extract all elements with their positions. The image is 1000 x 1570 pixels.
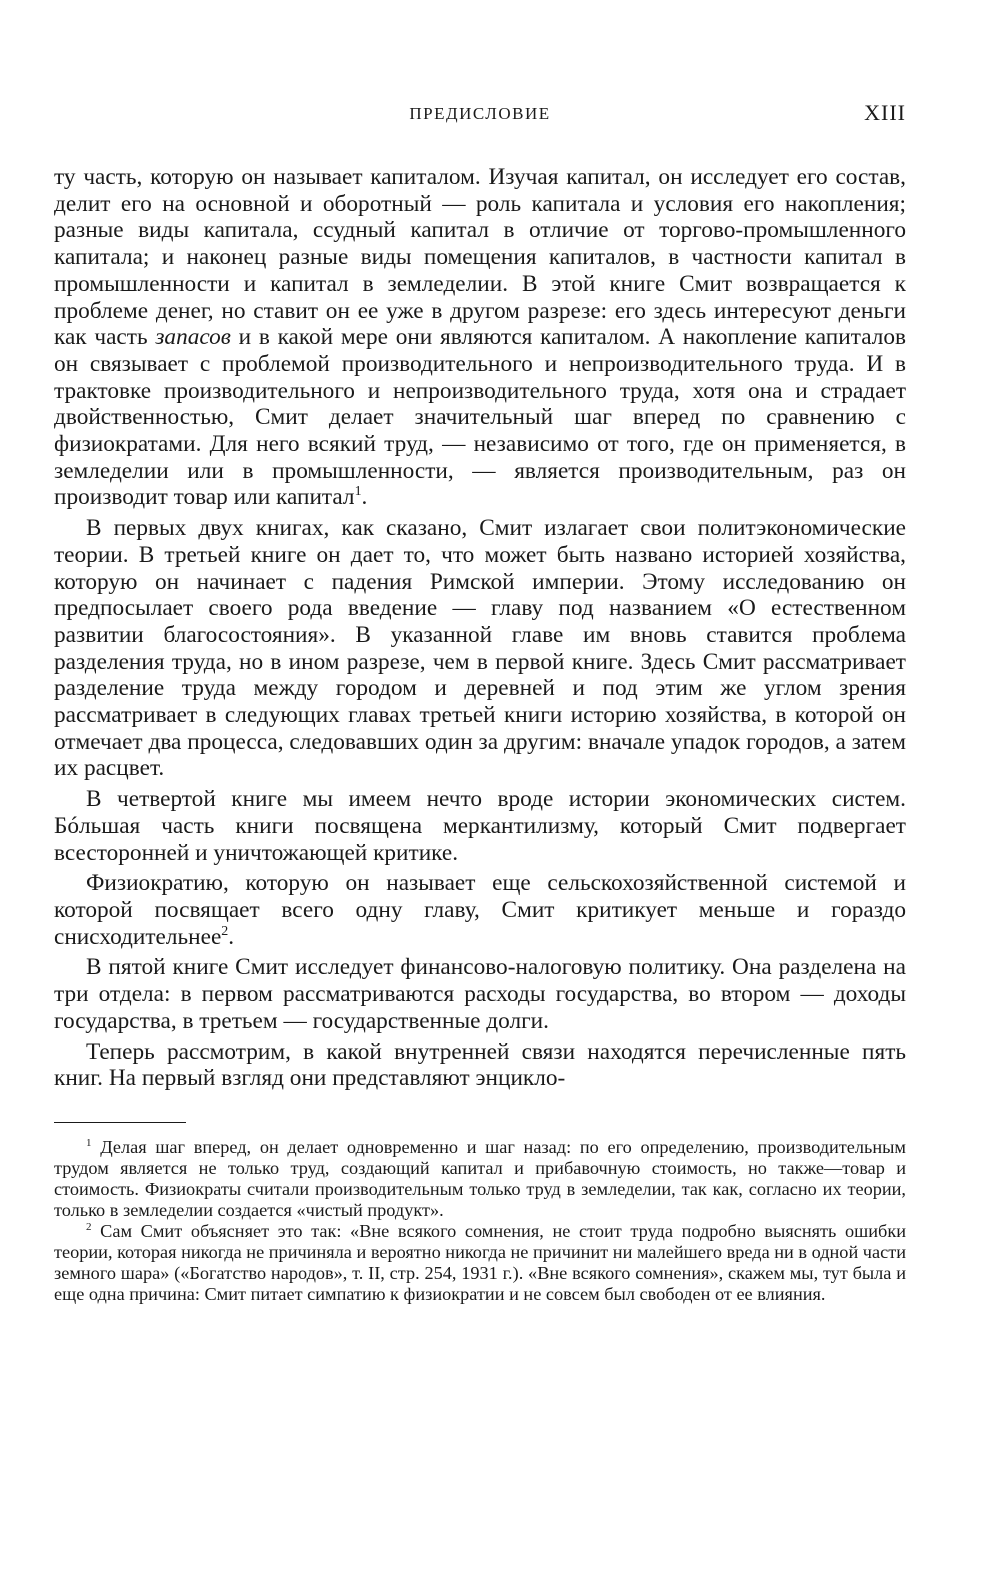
paragraph-6: Теперь рассмотрим, в какой внутренней связи находятся перечисленные пять книг. На первый взгляд они представляют энцикло- [54, 1038, 906, 1092]
paragraph-1 [54, 164, 906, 511]
paragraph-1-end: . [361, 484, 368, 511]
footnotes [54, 1137, 906, 1305]
footnote-1-marker: 1 [86, 1136, 92, 1149]
footnote-2-text: Сам Смит объясняет это так: «Вне всякого сомнения, не стоит труда подробно выяснять ошибки теории, которая никогда не причиняла и вероятно никогда не причинит ни малейшего вреда ни в одной части земного шара» («Богатство народов», т. II, стр. 254, 1931 г.). «Вне всякого сомнения», скажем мы, тут была и еще одна причина: Смит питает симпатию к физиократии и не совсем был свободен от ее влияния. [54, 1220, 906, 1304]
paragraph-1-text-b: и в какой мере они являются капиталом. А накопление капиталов он связывает с проблемой производительного и непроизводительного труда. И в трактовке производительного и непроизводительного труда, хотя она и страдает двойственностью, Смит делает значительный шаг вперед по сравнению с физиократами. Для него всякий труд, — независимо от того, где он применяется, в земледелии или в промышленности, — является производительным, раз он производит товар или капитал [54, 324, 907, 511]
page-header [54, 100, 906, 134]
running-title: ПРЕДИСЛОВИЕ [409, 104, 551, 123]
footnote-1 [54, 1137, 906, 1221]
paragraph-2: В первых двух книгах, как сказано, Смит излагает свои политэкономические теории. В третьей книге он дает то, что может быть названо историей хозяйства, которую он начинает с падения Римской империи. Этому исследованию он предпосылает своего рода введение — главу под названием «О естественном развитии благосостояния». В указанной главе им вновь ставится проблема разделения труда, но в ином разрезе, чем в первой книге. Здесь Смит рассматривает разделение труда между городом и деревней и под этим же углом зрения рассматривает в следующих главах третьей книги историю хозяйства, в которой он отмечает два процесса, следовавших один за другим: вначале упадок городов, а затем их расцвет. [54, 515, 906, 782]
paragraph-1-text-a: ту часть, которую он называет капиталом. Изучая капитал, он исследует его состав, делит его на основной и оборотный — роль капитала и условия его накопления; разные виды капитала, ссудный капитал в отличие от торгово-промышленного капитала; и наконец разные виды помещения капиталов, в частности капитал в промышленности и капитал в земледелии. В этой книге Смит возвращается к проблеме денег, но ставит он ее уже в другом разрезе: его здесь интересуют деньги как часть [54, 164, 906, 351]
footnote-ref-2: 2 [221, 923, 229, 939]
paragraph-5: В пятой книге Смит исследует финансово-налоговую политику. Она разделена на три отдела: в первом рассматриваются расходы государства, во втором — доходы государства, в третьем — государственные долги. [54, 954, 906, 1034]
footnote-2 [54, 1221, 906, 1305]
main-text [54, 164, 906, 1092]
page-number: XIII [864, 100, 906, 125]
paragraph-4 [54, 870, 906, 950]
paragraph-4-end: . [228, 923, 235, 950]
footnote-1-text: Делая шаг вперед, он делает одновременно и шаг назад: по его определению, производительным трудом является не только труд, создающий капитал и прибавочную стоимость, но также—товар и стоимость. Физиократы считали производительным только труд в земледелии, так как, согласно их теории, только в земледелии создается «чистый продукт». [54, 1136, 907, 1220]
footnote-2-marker: 2 [86, 1220, 92, 1233]
book-page [54, 100, 906, 1305]
footnote-divider [54, 1122, 186, 1123]
paragraph-3: В четвертой книге мы имеем нечто вроде истории экономических систем. Бóльшая часть книги посвящена меркантилизму, который Смит подвергает всесторонней и уничтожающей критике. [54, 786, 906, 866]
italic-term: запасов [155, 324, 231, 351]
footnote-ref-1: 1 [354, 484, 362, 500]
paragraph-4-text: Физиократию, которую он называет еще сельскохозяйственной системой и которой посвящает всего одну главу, Смит критикует меньше и гораздо снисходительнее [54, 870, 906, 950]
